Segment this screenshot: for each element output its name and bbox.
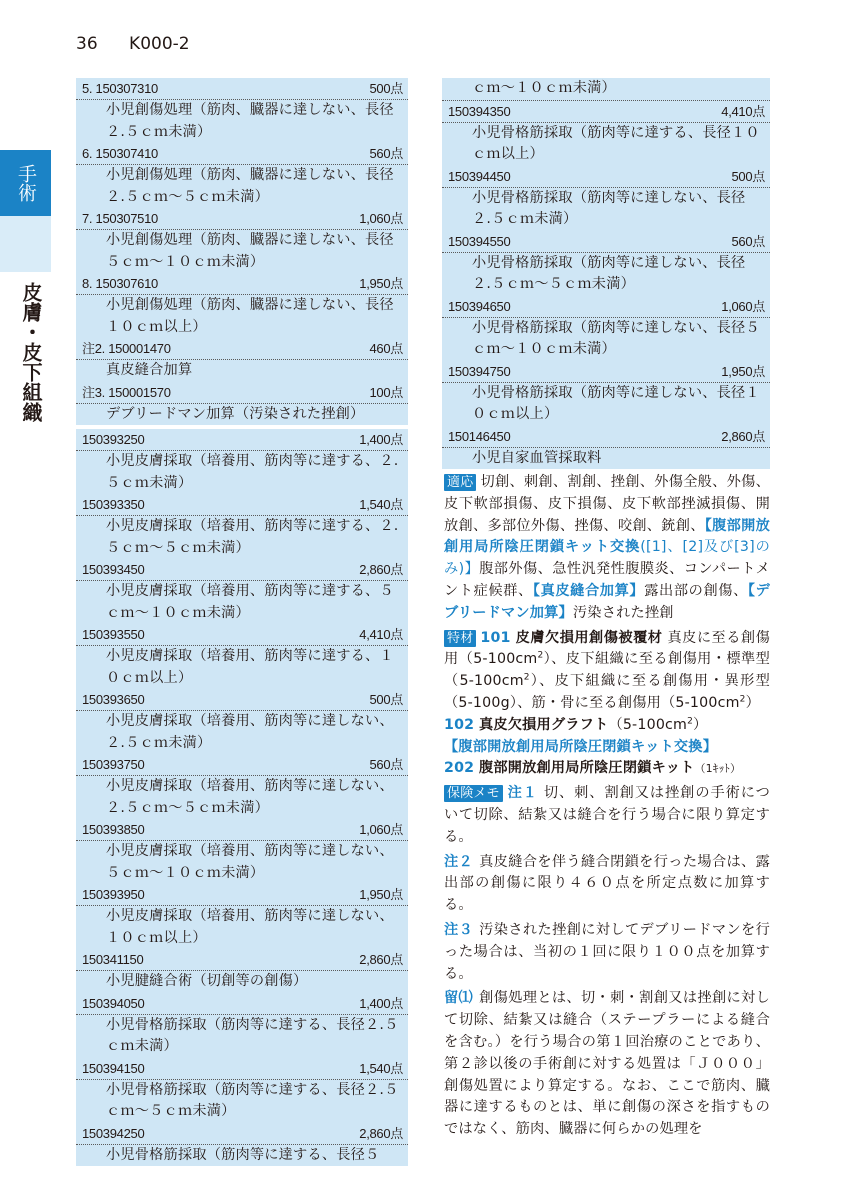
entry-code: 注3. 150001570 — [82, 384, 171, 400]
entry-code-row — [76, 338, 408, 360]
entry-code-row — [442, 361, 770, 383]
entry-description: 小児皮膚採取（培養用、筋肉等に達しない、２.５ｃｍ～５ｃｍ未満） — [106, 778, 394, 816]
entry-code-row — [76, 559, 408, 581]
materials-202: 202 腹部開放創用局所陰圧閉鎖キット（1ｷｯﾄ） — [444, 760, 742, 777]
entry-description: デブリードマン加算（汚染された挫創） — [106, 405, 365, 422]
entry-code-row — [76, 429, 408, 451]
entry-points: 2,860点 — [359, 1125, 403, 1141]
entry-points: 460点 — [369, 341, 403, 356]
materials-102: 102 真皮欠損用グラフト$(5-100cm^2)$ — [444, 716, 708, 733]
entry-code: 150393750 — [82, 757, 145, 772]
entry-code-row — [76, 382, 408, 404]
entry-code-row — [76, 1058, 408, 1080]
entry-code: 150393350 — [82, 497, 145, 512]
entry-points: 1,400点 — [359, 995, 403, 1011]
entry-code-row — [76, 143, 408, 165]
entry-code-row — [76, 993, 408, 1015]
insurance-note-3: 注３ 汚染された挫創に対してデブリードマンを行った場合は、当初の１回に限り１００点を加算する。 — [444, 921, 771, 982]
entry-description: 小児皮膚採取（培養用、筋肉等に達しない、２.５ｃｍ未満） — [106, 713, 394, 751]
entry-code: 150394250 — [82, 1125, 145, 1141]
insurance-memo-tag: 保険メモ — [444, 785, 503, 802]
entry-code: 150394750 — [448, 363, 511, 379]
entry-description: 小児皮膚採取（培養用、筋肉等に達しない、５ｃｍ～１０ｃｍ未満） — [106, 843, 394, 881]
entry-description: 小児骨格筋採取（筋肉等に達する、長径１０ｃｍ以上） — [472, 124, 760, 162]
entry-description: 小児腱縫合術（切創等の創傷） — [106, 973, 308, 989]
kit-exchange-header: 【腹部開放創用局所陰圧閉鎖キット交換】 — [444, 738, 718, 755]
entry-code-row — [442, 231, 770, 253]
entry-code: 150393450 — [82, 562, 145, 577]
materials-tag: 特材 — [444, 630, 476, 647]
middle-column — [442, 78, 770, 1141]
entry-description: 小児創傷処理（筋肉、臓器に達しない、長径２.５ｃｍ未満） — [106, 102, 394, 140]
entry-code-row — [442, 426, 770, 448]
entry-code: 150394450 — [448, 168, 511, 184]
entry-code-row — [76, 624, 408, 646]
section-code: K000-2 — [129, 34, 190, 54]
entry-points: 1,060点 — [721, 298, 765, 314]
entry-code: 150393950 — [82, 887, 145, 902]
entry-code: 150146450 — [448, 428, 511, 444]
entry-description: 小児創傷処理（筋肉、臓器に達しない、長径５ｃｍ～１０ｃｍ未満） — [106, 232, 394, 270]
entry-code-row — [76, 689, 408, 711]
entry-code-row — [76, 1123, 408, 1145]
entry-code: 6. 150307410 — [82, 146, 158, 161]
entry-points: 1,400点 — [359, 432, 403, 447]
entry-description: 小児創傷処理（筋肉、臓器に達しない、長径１０ｃｍ以上） — [106, 297, 394, 335]
left-column — [76, 78, 408, 1166]
entry-points: 560点 — [369, 146, 403, 161]
entry-description: 小児創傷処理（筋肉、臓器に達しない、長径２.５ｃｍ～５ｃｍ未満） — [106, 167, 394, 205]
indication-tag: 適応 — [444, 474, 476, 491]
side-tab-divider — [0, 216, 51, 272]
insurance-note-1: 保険メモ 注１ 切、刺、割創又は挫創の手術について切除、結紮又は縫合を行う場合に限り算定する。 — [444, 785, 771, 845]
entry-points: 1,540点 — [359, 1060, 403, 1076]
entry-points: 1,950点 — [359, 887, 403, 902]
insurance-note-2: 注２ 真皮縫合を伴う縫合閉鎖を行った場合は、露出部の創傷に限り４６０点を所定点数に加算する。 — [444, 853, 770, 914]
entry-code: 150394050 — [82, 995, 145, 1011]
entry-code-row — [442, 296, 770, 318]
entry-code: 8. 150307610 — [82, 276, 158, 291]
entry-description: 小児骨格筋採取（筋肉等に達しない、長径１０ｃｍ以上） — [472, 384, 760, 422]
entry-code-row — [76, 494, 408, 516]
entry-description: 小児皮膚採取（培養用、筋肉等に達する、２.５ｃｍ～５ｃｍ未満） — [106, 518, 399, 556]
entry-code-row — [442, 166, 770, 188]
entry-code: 150394650 — [448, 298, 511, 314]
entry-points: 560点 — [369, 757, 403, 772]
entry-code: 150393550 — [82, 627, 145, 642]
entry-code: 150341150 — [82, 952, 144, 967]
entry-group-b — [76, 429, 408, 1166]
entry-code: 150393850 — [82, 822, 145, 837]
entry-code-row — [76, 754, 408, 776]
entry-code: 150394550 — [448, 233, 511, 249]
entry-code-row — [76, 78, 408, 100]
insurance-ryu-1: 留⑴ 創傷処理とは、切・刺・割創又は挫創に対して切除、結紮又は縫合（ステープラーによる縫合を含む。）を行う場合の第１回治療のことであり、第２診以後の手術創に対する処置は「Ｊ０００」創傷処置により算定する。なお、ここで筋肉、臓器に達するものとは、単に創傷の深さを指すものではなく、筋肉、臓器に何らかの処理を — [444, 990, 770, 1138]
entry-points: 560点 — [731, 233, 765, 249]
entry-description: 真皮縫合加算 — [106, 362, 193, 378]
entry-description: 小児骨格筋採取（筋肉等に達しない、長径５ｃｍ～１０ｃｍ未満） — [472, 319, 760, 357]
entry-points: 500点 — [369, 81, 403, 96]
entry-code: 5. 150307310 — [82, 81, 158, 96]
entry-code-row — [76, 884, 408, 906]
entry-code: 150394150 — [82, 1060, 145, 1076]
entry-description: 小児皮膚採取（培養用、筋肉等に達する、１０ｃｍ以上） — [106, 648, 394, 686]
entry-points: 2,860点 — [359, 562, 403, 577]
entry-description: 小児骨格筋採取（筋肉等に達する、長径２.５ｃｍ～５ｃｍ未満） — [106, 1081, 399, 1119]
entry-description: 小児皮膚採取（培養用、筋肉等に達する、５ｃｍ～１０ｃｍ未満） — [106, 583, 394, 621]
entry-code-row — [442, 101, 770, 123]
entry-group-c — [442, 78, 770, 469]
side-tab-surgery: 手術 — [0, 150, 51, 216]
entry-description: 小児骨格筋採取（筋肉等に達する、長径５ — [106, 1146, 380, 1163]
entry-points: 1,060点 — [359, 822, 403, 837]
entry-points: 500点 — [369, 692, 403, 707]
entry-points: 4,410点 — [721, 103, 765, 119]
entry-description: 小児骨格筋採取（筋肉等に達しない、長径２.５ｃｍ未満） — [472, 189, 746, 227]
entry-code: 注2. 150001470 — [82, 341, 171, 356]
entry-description: 小児皮膚採取（培養用、筋肉等に達しない、１０ｃｍ以上） — [106, 908, 394, 946]
page-header — [76, 34, 216, 58]
indication-paragraph: 適応 切創、刺創、割創、挫創、外傷全般、外傷、皮下軟部損傷、皮下損傷、皮下軟部挫滅損傷、開放創、多部位外傷、挫傷、咬創、銃創、【腹部開放創用局所陰圧閉鎖キット交換([1]、[2]及び[3]のみ)】腹部外傷、急性汎発性腹膜炎、コンパートメント症候群、【真皮縫合加算】露出部の創傷、【デブリードマン加算】汚染された挫創 — [444, 474, 770, 621]
entry-points: 100点 — [369, 384, 403, 400]
entry-code: 7. 150307510 — [82, 211, 158, 226]
entry-points: 4,410点 — [359, 627, 403, 642]
page-number: 36 — [76, 34, 98, 54]
entry-code: 150394350 — [448, 103, 511, 119]
entry-points: 500点 — [731, 168, 765, 184]
entry-description: 小児皮膚採取（培養用、筋肉等に達する、２.５ｃｍ未満） — [106, 453, 399, 491]
entry-points: 1,060点 — [359, 211, 403, 226]
entry-code-row — [76, 949, 408, 971]
side-tab-skin: 皮膚・皮下組織 — [19, 282, 43, 422]
entry-description: 小児自家血管採取料 — [472, 449, 602, 466]
entry-code: 150393250 — [82, 432, 145, 447]
entry-code-row — [76, 273, 408, 295]
entry-points: 1,950点 — [721, 363, 765, 379]
entry-points: 2,860点 — [359, 952, 403, 967]
entry-description: 小児骨格筋採取（筋肉等に達しない、長径２.５ｃｍ～５ｃｍ未満） — [472, 254, 746, 292]
materials-paragraph: 特材 101 皮膚欠損用創傷被覆材 真皮に至る創傷用$(5-100cm^2)$、皮下組織に至る創傷用・標準型$(5-100cm^2)$、皮下組織に至る創傷用・異形型（5-100g）、筋・骨に至る創傷用$(5-100cm^2)$ — [444, 629, 770, 711]
entry-code-row — [76, 208, 408, 230]
entry-points: 1,540点 — [359, 497, 403, 512]
entry-points: 2,860点 — [721, 428, 765, 444]
continued-description: ｃｍ～１０ｃｍ未満） — [442, 78, 770, 101]
entry-code-row — [76, 819, 408, 841]
entry-code: 150393650 — [82, 692, 145, 707]
entry-description: 小児骨格筋採取（筋肉等に達する、長径２.５ｃｍ未満） — [106, 1016, 399, 1054]
entry-group-a — [76, 78, 408, 425]
entry-points: 1,950点 — [359, 276, 403, 291]
